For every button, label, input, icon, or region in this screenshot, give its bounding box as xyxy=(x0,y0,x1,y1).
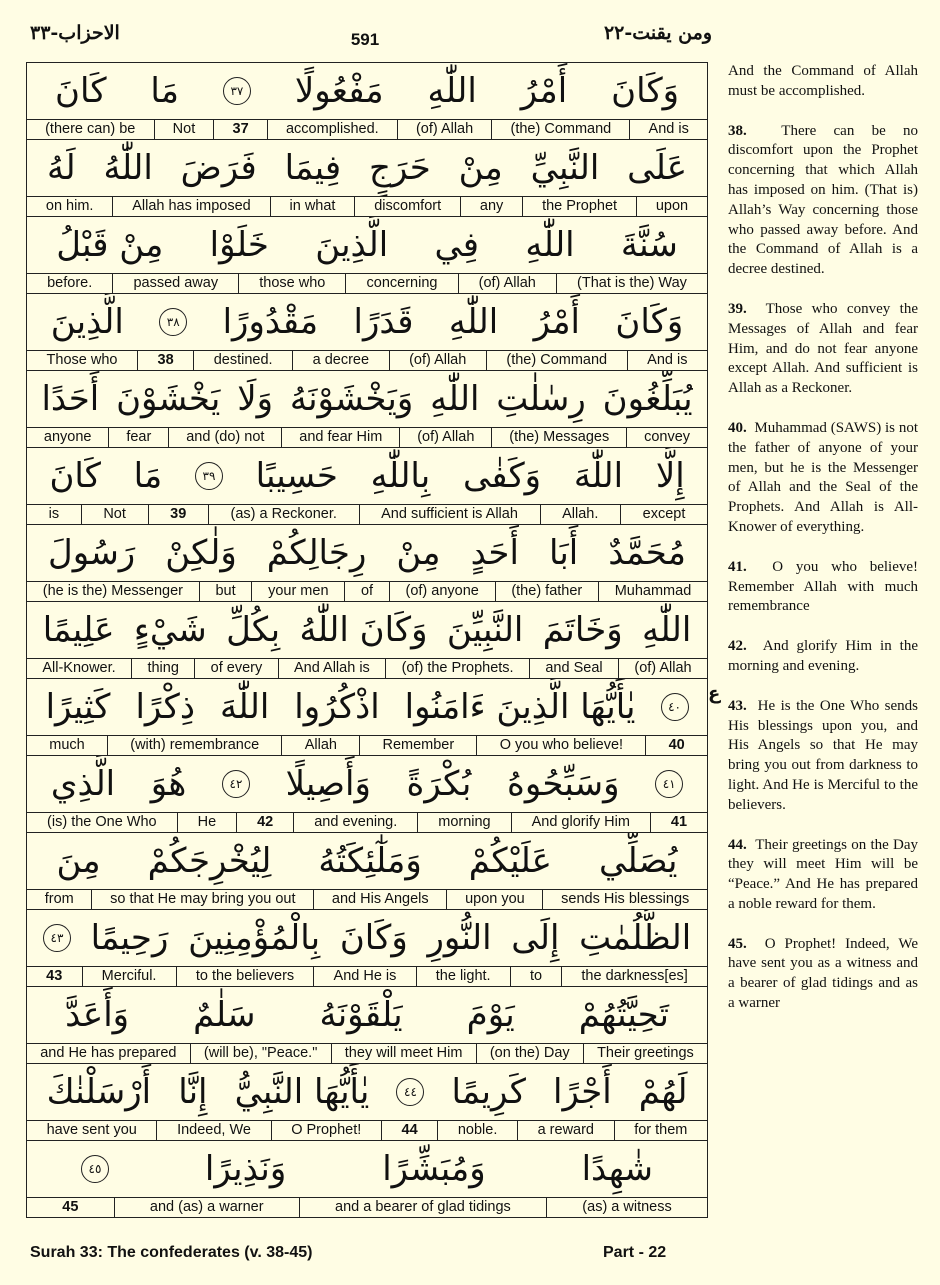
arabic-word: اللّٰهُ xyxy=(103,148,153,188)
verse-marker: ٤١ xyxy=(655,770,683,798)
arabic-word: شٰهِدًا xyxy=(581,1149,654,1189)
english-word-cell: and (do) not xyxy=(168,428,281,447)
english-word-cell: much xyxy=(49,737,85,753)
arabic-line xyxy=(27,833,707,889)
arabic-word: مَا xyxy=(150,71,179,111)
arabic-word: أَحَدًا xyxy=(41,379,100,419)
verse-text: Those who convey the Messages of Allah and fear Him, and do not fear anyone except Allah. And sufficient is Allah as a Reckoner. xyxy=(728,300,918,397)
english-line xyxy=(27,504,707,524)
english-word-cell: 45 xyxy=(62,1199,79,1215)
english-word-cell: (of) the Prophets. xyxy=(385,659,529,678)
english-word-cell: fear xyxy=(108,428,168,447)
arabic-word: مَقْدُورًا xyxy=(222,302,319,342)
arabic-word: رِسٰلٰتِ xyxy=(496,379,586,419)
translation-verse xyxy=(728,697,918,816)
arabic-word: فِي xyxy=(434,225,480,265)
english-word-cell: the Prophet xyxy=(522,197,636,216)
arabic-word: عَلَيْكُمْ xyxy=(468,841,552,881)
arabic-word: وَكَفٰى xyxy=(462,456,542,496)
english-word-cell: before. xyxy=(47,275,93,291)
verse-row xyxy=(27,217,707,294)
translation-verse xyxy=(728,300,918,399)
verse-marker: ٣٧ xyxy=(223,77,251,105)
verse-label: 44. xyxy=(728,836,747,853)
verse-row xyxy=(27,448,707,525)
arabic-word: لِيُخْرِجَكُمْ xyxy=(147,841,272,881)
arabic-word: كَانَ xyxy=(49,456,101,496)
arabic-word: يَوْمَ xyxy=(466,995,515,1035)
english-word-cell: is xyxy=(48,506,60,522)
verse-text: Muhammad (SAWS) is not the father of anyone of your men, but he is the Messenger of Allah and the Seal of the Prophets. And Allah is All-Knower of everything. xyxy=(728,419,919,535)
arabic-word: هُوَ xyxy=(150,764,187,804)
verse-row xyxy=(27,833,707,910)
arabic-line xyxy=(27,63,707,119)
verse-text: There can be no discomfort upon the Prophet concerning that which Allah has imposed on him. (That is) Allah’s Way concerning those who passed away before. And the Command of Allah is a decree destined. xyxy=(728,122,919,278)
english-word-cell: (he is the) Messenger xyxy=(42,583,183,599)
english-word-cell: Their greetings xyxy=(583,1044,707,1063)
english-word-cell: And Allah is xyxy=(278,659,386,678)
verse-row xyxy=(27,602,707,679)
english-word-cell: Allah xyxy=(281,736,359,755)
english-word-cell: to the believers xyxy=(176,967,314,986)
english-word-cell: (of) Allah xyxy=(458,274,556,293)
arabic-word: لَهُمْ xyxy=(638,1072,688,1112)
arabic-word: وَكَانَ xyxy=(611,71,680,111)
arabic-word: اللّٰهِ xyxy=(448,302,499,342)
verse-marker: ٤٣ xyxy=(43,924,71,952)
english-line xyxy=(27,889,707,909)
page-number: 591 xyxy=(350,30,380,49)
english-word-cell: accomplished. xyxy=(267,120,397,139)
arabic-word: سَلٰمٌ xyxy=(193,995,256,1035)
english-word-cell: (of) Allah xyxy=(618,659,707,678)
arabic-line xyxy=(27,910,707,966)
english-word-cell: (That is the) Way xyxy=(556,274,707,293)
arabic-word: اللّٰهِ xyxy=(427,71,477,111)
arabic-word: وَخَاتَمَ xyxy=(542,610,623,650)
english-line xyxy=(27,1043,707,1063)
english-word-cell: noble. xyxy=(437,1121,517,1140)
english-word-cell: (as) a witness xyxy=(546,1198,707,1217)
verse-label: 43. xyxy=(728,697,747,714)
verse-marker: ٤٢ xyxy=(222,770,250,798)
english-word-cell: 37 xyxy=(213,120,266,139)
arabic-word: يٰأَيُّهَا الَّذِينَ ءَامَنُوا xyxy=(404,687,636,727)
english-word-cell: (with) remembrance xyxy=(107,736,281,755)
english-word-cell: 44 xyxy=(381,1121,437,1140)
english-word-cell: and Seal xyxy=(529,659,618,678)
english-word-cell: Not xyxy=(154,120,214,139)
verse-label: 42. xyxy=(728,638,747,655)
arabic-word: أَجْرًا xyxy=(553,1072,612,1112)
arabic-word: بِاللّٰهِ xyxy=(370,456,431,496)
english-line xyxy=(27,350,707,370)
verse-row xyxy=(27,525,707,602)
arabic-word: وَمَلٰٓئِكَتُهُ xyxy=(318,841,422,881)
arabic-word: ذِكْرًا xyxy=(135,687,196,727)
surah-header: الاحزاب-٣٣ xyxy=(30,22,120,44)
arabic-word: مِنْ xyxy=(396,533,441,573)
english-line xyxy=(27,1120,707,1140)
english-word-cell: (is) the One Who xyxy=(47,814,157,830)
english-word-cell: (the) Command xyxy=(486,351,627,370)
arabic-word: الَّذِينَ xyxy=(315,225,389,265)
translation-verse xyxy=(728,637,918,677)
english-word-cell: have sent you xyxy=(46,1122,137,1138)
english-word-cell: they will meet Him xyxy=(331,1044,476,1063)
english-line xyxy=(27,119,707,139)
verse-row xyxy=(27,371,707,448)
english-word-cell: (of) Allah xyxy=(389,351,486,370)
arabic-word: خَلَوْا xyxy=(209,225,269,265)
verse-label: 39. xyxy=(728,300,747,317)
english-word-cell: 40 xyxy=(645,736,707,755)
arabic-word: وَلٰكِنْ xyxy=(165,533,237,573)
english-word-cell: (the) Messages xyxy=(491,428,626,447)
english-word-cell: 38 xyxy=(137,351,193,370)
arabic-word: إِنَّا xyxy=(178,1072,208,1112)
arabic-line xyxy=(27,602,707,658)
english-word-cell: (of) Allah xyxy=(397,120,492,139)
arabic-word: يَلْقَوْنَهُ xyxy=(319,995,403,1035)
verse-row xyxy=(27,1064,707,1141)
english-word-cell: concerning xyxy=(345,274,457,293)
english-word-cell: upon you xyxy=(446,890,542,909)
arabic-word: النَّبِيِّ xyxy=(530,148,600,188)
english-line xyxy=(27,812,707,832)
english-word-cell: morning xyxy=(417,813,510,832)
english-word-cell: from xyxy=(44,891,74,907)
translation-verse xyxy=(728,836,918,915)
verse-label: 38. xyxy=(728,122,747,139)
arabic-word: اللّٰهَ xyxy=(573,456,624,496)
verse-text: He is the One Who sends His blessings upon you, and His Angels so that He may bring you out from darkness to light. And He is Merciful to the believers. xyxy=(728,697,919,813)
english-word-cell: Those who xyxy=(46,352,118,368)
english-word-cell: (the) father xyxy=(495,582,598,601)
verse-text: And the Command of Allah must be accomplished. xyxy=(728,63,918,99)
english-word-cell: Muhammad xyxy=(598,582,707,601)
english-word-cell: passed away xyxy=(112,274,238,293)
arabic-word: اللّٰهِ xyxy=(642,610,692,650)
arabic-word: لَهُ xyxy=(47,148,76,188)
footer-part: Part - 22 xyxy=(603,1244,667,1261)
english-word-cell: convey xyxy=(626,428,707,447)
english-word-cell: (will be), "Peace." xyxy=(190,1044,331,1063)
verse-row xyxy=(27,1141,707,1217)
english-word-cell: (of) Allah xyxy=(399,428,491,447)
arabic-word: وَأَعَدَّ xyxy=(65,995,130,1035)
verse-row xyxy=(27,63,707,140)
arabic-word: شَيْءٍ xyxy=(133,610,207,650)
arabic-word: رَحِيمًا xyxy=(90,918,169,958)
arabic-line xyxy=(27,217,707,273)
arabic-word: مَا xyxy=(133,456,163,496)
arabic-word: أَحَدٍ xyxy=(470,533,519,573)
arabic-word: إِلَى xyxy=(511,918,560,958)
english-word-cell: And glorify Him xyxy=(511,813,650,832)
english-word-cell: and a bearer of glad tidings xyxy=(299,1198,546,1217)
english-word-cell: (as) a Reckoner. xyxy=(208,505,359,524)
juz-header: ومن يقنت-٢٢ xyxy=(603,22,712,44)
english-line xyxy=(27,735,707,755)
arabic-word: الَّذِينَ xyxy=(50,302,124,342)
arabic-line xyxy=(27,448,707,504)
verse-row xyxy=(27,756,707,833)
arabic-word: مِنْ xyxy=(458,148,503,188)
english-word-cell: and (as) a warner xyxy=(114,1198,299,1217)
english-word-cell: (there can) be xyxy=(45,121,136,137)
verse-marker: ٤٥ xyxy=(81,1155,109,1183)
english-word-cell: of xyxy=(344,582,389,601)
english-word-cell: a reward xyxy=(517,1121,614,1140)
verse-label: 41. xyxy=(728,558,747,575)
english-word-cell: (of) anyone xyxy=(389,582,495,601)
arabic-word: مِنْ قَبْلُ xyxy=(56,225,164,265)
word-by-word-grid xyxy=(26,62,708,1218)
english-word-cell: your men xyxy=(251,582,344,601)
arabic-word: اذْكُرُوا xyxy=(294,687,380,727)
english-word-cell: in what xyxy=(270,197,355,216)
english-line xyxy=(27,196,707,216)
english-word-cell: on him. xyxy=(45,198,94,214)
arabic-word: وَكَانَ xyxy=(615,302,684,342)
arabic-word: يٰأَيُّهَا النَّبِيُّ xyxy=(234,1072,370,1112)
english-word-cell: to xyxy=(510,967,561,986)
arabic-word: قَدَرًا xyxy=(353,302,414,342)
verse-text: Their greetings on the Day they will meet Him will be “Peace.” And He has prepared a noble reward for them. xyxy=(728,836,919,912)
verse-text: And glorify Him in the morning and evening. xyxy=(728,638,919,674)
arabic-word: أَمْرُ xyxy=(520,71,568,111)
english-line xyxy=(27,658,707,678)
english-word-cell: and evening. xyxy=(293,813,417,832)
verse-marker: ٤٠ xyxy=(661,693,689,721)
arabic-word: كَثِيرًا xyxy=(45,687,111,727)
arabic-word: فَرَضَ xyxy=(180,148,257,188)
arabic-word: الظُّلُمٰتِ xyxy=(579,918,692,958)
english-word-cell: thing xyxy=(131,659,194,678)
english-word-cell: 39 xyxy=(148,505,208,524)
arabic-word: وَكَانَ xyxy=(339,918,408,958)
arabic-word: مَفْعُولًا xyxy=(294,71,384,111)
arabic-word: وَلَا xyxy=(237,379,273,419)
arabic-word: رِجَالِكُمْ xyxy=(266,533,367,573)
arabic-word: بِالْمُؤْمِنِينَ xyxy=(188,918,321,958)
english-word-cell: for them xyxy=(614,1121,707,1140)
verse-marker: ٣٩ xyxy=(195,462,223,490)
english-word-cell: and His Angels xyxy=(313,890,446,909)
arabic-word: وَأَصِيلًا xyxy=(285,764,371,804)
english-word-cell: And He is xyxy=(313,967,415,986)
english-word-cell: those who xyxy=(238,274,345,293)
english-word-cell: the darkness[es] xyxy=(561,967,707,986)
footer-surah-title: Surah 33: The confederates (v. 38-45) xyxy=(30,1244,313,1261)
english-word-cell: And sufficient is Allah xyxy=(359,505,540,524)
arabic-word: مِنَ xyxy=(56,841,101,881)
translation-column xyxy=(728,62,918,1034)
english-word-cell: Not xyxy=(81,505,148,524)
arabic-word: سُنَّةَ xyxy=(620,225,678,265)
verse-marker: ٣٨ xyxy=(159,308,187,336)
english-word-cell: Allah has imposed xyxy=(112,197,269,216)
english-word-cell: a decree xyxy=(292,351,388,370)
arabic-line xyxy=(27,1064,707,1120)
english-word-cell: (on the) Day xyxy=(476,1044,583,1063)
arabic-word: وَمُبَشِّرًا xyxy=(382,1149,486,1189)
arabic-line xyxy=(27,1141,707,1197)
arabic-word: فِيمَا xyxy=(284,148,342,188)
arabic-word: اللّٰهَ xyxy=(220,687,270,727)
translation-verse xyxy=(728,558,918,617)
english-word-cell: Allah. xyxy=(540,505,621,524)
verse-row xyxy=(27,140,707,217)
verse-label: 45. xyxy=(728,935,747,952)
arabic-word: يُصَلِّي xyxy=(598,841,678,881)
english-word-cell: All-Knower. xyxy=(42,660,116,676)
arabic-word: النُّورِ xyxy=(427,918,492,958)
arabic-word: وَنَذِيرًا xyxy=(204,1149,287,1189)
arabic-word: عَلِيمًا xyxy=(42,610,115,650)
arabic-word: أَبَا xyxy=(548,533,579,573)
english-word-cell: of every xyxy=(194,659,277,678)
english-word-cell: discomfort xyxy=(354,197,460,216)
arabic-word: اللّٰهِ xyxy=(430,379,480,419)
arabic-word: كَرِيمًا xyxy=(451,1072,526,1112)
english-word-cell: and fear Him xyxy=(281,428,399,447)
english-word-cell: Remember xyxy=(359,736,476,755)
arabic-word: حَرَجٍ xyxy=(369,148,431,188)
arabic-word: النَّبِيِّنَ xyxy=(446,610,524,650)
translation-verse xyxy=(728,122,918,280)
english-word-cell: (the) Command xyxy=(491,120,629,139)
verse-row xyxy=(27,987,707,1064)
english-word-cell: except xyxy=(620,505,707,524)
arabic-line xyxy=(27,987,707,1043)
english-line xyxy=(27,273,707,293)
arabic-word: وَكَانَ اللّٰهُ xyxy=(299,610,428,650)
arabic-word: كَانَ xyxy=(54,71,107,111)
arabic-word: وَيَخْشَوْنَهُ xyxy=(289,379,414,419)
english-word-cell: 41 xyxy=(650,813,707,832)
english-word-cell: destined. xyxy=(193,351,292,370)
english-line xyxy=(27,427,707,447)
english-word-cell: And is xyxy=(627,351,707,370)
english-word-cell: upon xyxy=(636,197,707,216)
arabic-word: بِكُلِّ xyxy=(226,610,281,650)
english-word-cell: but xyxy=(199,582,252,601)
english-word-cell: sends His blessings xyxy=(542,890,707,909)
arabic-word: إِلَّا xyxy=(655,456,685,496)
arabic-line xyxy=(27,679,707,735)
english-word-cell: O Prophet! xyxy=(271,1121,381,1140)
verse-label: 40. xyxy=(728,419,747,436)
english-word-cell: 42 xyxy=(236,813,293,832)
english-line xyxy=(27,966,707,986)
verse-row xyxy=(27,679,707,756)
verse-text: O you who believe! Remember Allah with much remembrance xyxy=(728,558,919,615)
english-line xyxy=(27,1197,707,1217)
english-word-cell: anyone xyxy=(43,429,92,445)
english-word-cell: And is xyxy=(629,120,707,139)
arabic-line xyxy=(27,294,707,350)
verse-row xyxy=(27,294,707,371)
translation-verse xyxy=(728,62,918,102)
arabic-word: اللّٰهِ xyxy=(525,225,575,265)
english-line xyxy=(27,581,707,601)
english-word-cell: any xyxy=(460,197,522,216)
arabic-line xyxy=(27,371,707,427)
english-word-cell: and He has prepared xyxy=(40,1045,177,1061)
arabic-line xyxy=(27,140,707,196)
arabic-word: عَلَى xyxy=(627,148,688,188)
english-word-cell: O you who believe! xyxy=(476,736,645,755)
arabic-word: وَسَبِّحُوهُ xyxy=(507,764,620,804)
arabic-word: حَسِيبًا xyxy=(255,456,338,496)
arabic-word: بُكْرَةً xyxy=(406,764,472,804)
arabic-word: أَمْرُ xyxy=(533,302,580,342)
arabic-line xyxy=(27,756,707,812)
english-word-cell: He xyxy=(177,813,237,832)
english-word-cell: the light. xyxy=(416,967,510,986)
verse-text: O Prophet! Indeed, We have sent you as a witness and a bearer of glad tidings and as a warner xyxy=(728,935,918,1012)
verse-row xyxy=(27,910,707,987)
ruku-mark: ع xyxy=(708,683,721,704)
english-word-cell: 43 xyxy=(46,968,63,984)
arabic-word: رَسُولَ xyxy=(48,533,136,573)
arabic-word: الَّذِي xyxy=(50,764,116,804)
arabic-line xyxy=(27,525,707,581)
translation-verse xyxy=(728,935,918,1014)
english-word-cell: Indeed, We xyxy=(156,1121,270,1140)
translation-verse xyxy=(728,419,918,538)
arabic-word: مُحَمَّدٌ xyxy=(608,533,686,573)
arabic-word: تَحِيَّتُهُمْ xyxy=(578,995,669,1035)
verse-marker: ٤٤ xyxy=(396,1078,424,1106)
english-word-cell: so that He may bring you out xyxy=(91,890,313,909)
english-word-cell: Merciful. xyxy=(82,967,176,986)
arabic-word: يَخْشَوْنَ xyxy=(116,379,221,419)
arabic-word: يُبَلِّغُونَ xyxy=(602,379,693,419)
arabic-word: أَرْسَلْنٰكَ xyxy=(46,1072,152,1112)
